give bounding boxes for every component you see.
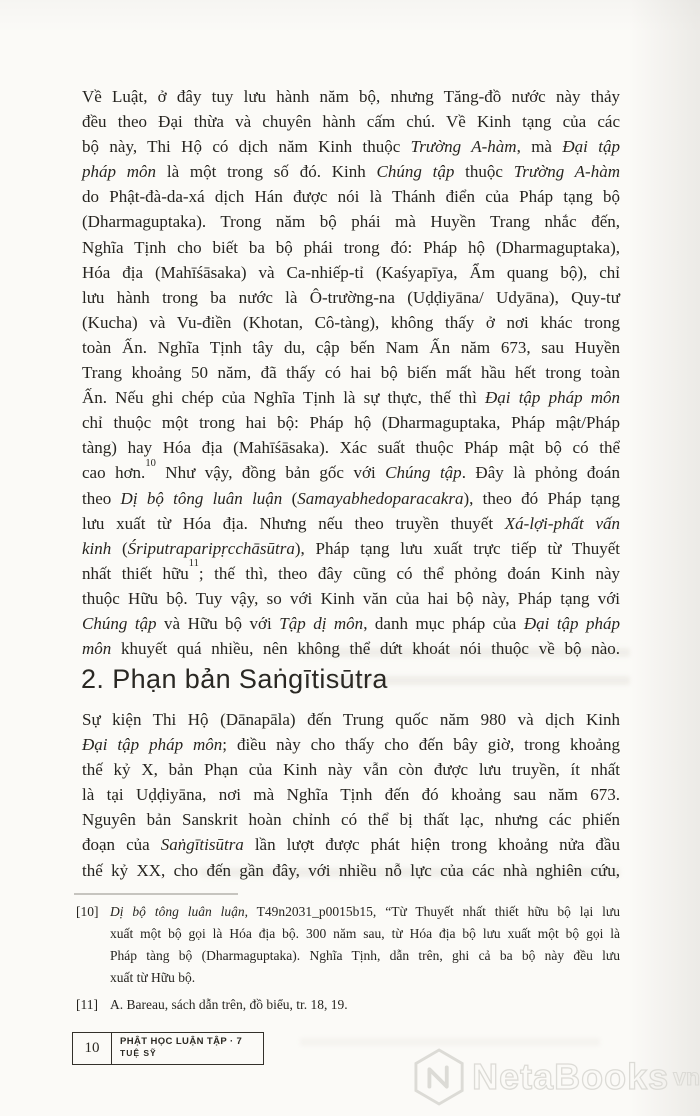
text-line (82, 486, 620, 511)
series-title: PHẬT HỌC LUẬN TẬP · 7 (120, 1036, 243, 1047)
text-segment: Ấn. Nếu ghi chép của Nghĩa Tịnh là sự thực, thế thì (82, 388, 486, 408)
footnotes (76, 901, 620, 1016)
text-segment: bộ này, Thi Hộ có dịch năm Kinh thuộc (82, 137, 411, 157)
text-line (110, 901, 620, 923)
text-line (82, 511, 620, 536)
text-line (82, 586, 620, 611)
publication-info (112, 1033, 263, 1064)
text-segment: ), Pháp tạng lưu xuất trực tiếp từ Thuyết (294, 538, 620, 558)
text-segment: (Kucha) và Vu-điền (Khotan, Cô-tàng), không thấy ở nơi khác trong (82, 312, 620, 332)
text-segment: và Hữu bộ với (156, 613, 280, 633)
text-line (82, 159, 620, 184)
text-segment: khuyết quá nhiều, nên không thể dứt khoát nói thuộc về bộ nào. (111, 639, 620, 659)
text-segment: . Đây là phỏng đoán (461, 463, 620, 483)
text-line (82, 707, 620, 732)
italic-text: Đại tập pháp môn (82, 735, 223, 755)
text-segment: Trang khoảng 50 năm, đã thấy có hai bộ biến mất hầu hết trong toàn (82, 363, 620, 383)
text-segment: A. Bareau, sách dẫn trên, đồ biểu, tr. 18, 19. (110, 997, 348, 1012)
text-line (82, 109, 620, 134)
footnote-reference: 11 (188, 558, 199, 570)
text-line (82, 260, 620, 285)
text-segment: thuộc (454, 162, 514, 182)
footnote-label: [10] (76, 904, 99, 919)
italic-text: Trường A-hàm (410, 137, 517, 157)
author-name: TUỆ SỸ (120, 1048, 157, 1058)
text-segment: lưu hành trong ba nước là Ô-trường-na (Uḍḍiyāna/ Udyāna), Quy-tư (82, 287, 620, 307)
text-segment: do Phật-đà-da-xá dịch Hán được nói là Thánh điển của Pháp tạng bộ (82, 187, 620, 207)
text-segment: đoạn của (82, 835, 161, 855)
italic-text: pháp môn (82, 162, 157, 182)
text-line (110, 994, 620, 1016)
italic-text: Trường A-hàm (513, 162, 620, 182)
text-line (82, 536, 620, 561)
text-line (82, 285, 620, 310)
text-segment: thế kỷ XX, cho đến gần đây, với nhiều nỗ lực của các nhà nghiên cứu, (82, 860, 620, 880)
italic-text: Chúng tập (82, 613, 157, 633)
body-paragraph-2 (82, 707, 620, 883)
text-line (82, 832, 620, 857)
italic-text: kinh (82, 538, 112, 558)
text-segment: Sự kiện Thi Hộ (Dānapāla) đến Trung quốc năm 980 và dịch Kinh (82, 710, 620, 729)
footnote-reference: 10 (145, 457, 156, 469)
text-segment: (Dharmaguptaka). Trong năm bộ phái mà Huyền Trang nhắc đến, (82, 212, 620, 232)
text-line (82, 134, 620, 159)
text-segment: ), theo đó Pháp tạng (463, 488, 620, 508)
text-line (82, 410, 620, 435)
text-line (82, 360, 620, 385)
text-line (82, 807, 620, 832)
text-line (82, 184, 620, 209)
text-segment: cao hơn. (82, 463, 146, 483)
page-number: 10 (73, 1033, 112, 1064)
text-line (82, 209, 620, 234)
text-segment: chỉ thuộc một trong hai bộ: Pháp hộ (Dharmaguptaka, Pháp mật/Pháp (82, 413, 620, 433)
text-segment: , mà (516, 137, 563, 157)
text-line (82, 84, 620, 109)
text-segment: thuộc Hữu bộ. Tuy vậy, so với Kinh văn của hai bộ này, Pháp tạng với (82, 588, 620, 608)
text-line (82, 435, 620, 460)
text-line (82, 558, 620, 586)
text-line (82, 611, 620, 636)
text-segment: Nguyên bản Sanskrit hoàn chỉnh có thể bị thất lạc, nhưng các phiến (82, 810, 620, 830)
footnote-separator (74, 893, 238, 895)
footnote (76, 994, 620, 1016)
text-line (82, 782, 620, 807)
text-segment: ( (111, 538, 128, 558)
italic-text: Dị bộ tông luân luận (110, 904, 245, 919)
text-segment: Về Luật, ở đây tuy lưu hành năm bộ, nhưng Tăng-đồ nước này thảy (82, 87, 620, 106)
text-segment: Hóa địa (Mahīśāsaka) và Ca-nhiếp-tỉ (Kaśyapīya, Ẩm quang bộ), chỉ (82, 262, 620, 282)
text-segment: nhất thiết hữu (82, 563, 189, 583)
text-segment: xuất từ Hữu bộ. (110, 970, 196, 985)
footnote (76, 901, 620, 989)
text-segment: lần lượt được phát hiện trong khoảng nửa đầu (243, 835, 620, 855)
watermark-tld-text: vn (673, 1063, 700, 1090)
italic-text: Saṅgītisūtra (160, 835, 244, 855)
section-heading: 2. Phạn bản Saṅgītisūtra (81, 664, 388, 694)
text-segment: là tại Uḍḍiyāna, nơi mà Nghĩa Tịnh đến đó khoảng sau năm 673. (82, 785, 620, 805)
text-segment: xuất một bộ gọi là Hóa địa bộ. 300 năm sau, từ Hóa địa bộ lưu xuất một bộ gọi là (110, 926, 620, 941)
footer-box (72, 1032, 264, 1065)
text-segment: ; thế thì, theo đây cũng có thể phỏng đoán Kinh này (198, 563, 620, 583)
text-segment: , T49n2031_p0015b15, “Từ Thuyết nhất thiết hữu bộ lại lưu (244, 904, 620, 919)
text-line (82, 385, 620, 410)
footnote-label: [11] (76, 997, 98, 1012)
body-paragraph-1 (82, 84, 620, 661)
text-segment: tàng) hay Hóa địa (Mahīśāsaka). Xác suất thuộc Pháp mật bộ có thể (82, 438, 620, 458)
netabooks-watermark (414, 1044, 700, 1110)
italic-text: Đại tập pháp môn (485, 388, 620, 408)
italic-text: môn (82, 639, 112, 659)
italic-text: Chúng tập (385, 463, 462, 483)
text-line (82, 310, 620, 335)
text-line (110, 945, 620, 967)
italic-text: Śriputraparipṛcchāsūtra (127, 538, 295, 558)
text-segment: đều theo Đại thừa và chuyên hành cấm chú. Về Kinh tạng của các (82, 112, 620, 132)
text-segment: , danh mục pháp của (363, 613, 524, 633)
text-line (110, 967, 620, 989)
netabooks-hexagon-logo-icon (414, 1047, 464, 1107)
italic-text: Samayabhedoparacakra (297, 488, 464, 508)
text-segment: Như vậy, đồng bản gốc với (155, 463, 386, 483)
italic-text: Dị bộ tông luân luận (120, 488, 283, 508)
text-line (82, 335, 620, 360)
text-segment: lưu xuất từ Hóa địa. Nhưng nếu theo truyền thuyết (82, 513, 505, 533)
text-line (82, 636, 620, 661)
italic-text: Đại tập (562, 137, 620, 157)
text-segment: ( (282, 488, 298, 508)
italic-text: Tập dị môn (279, 613, 364, 633)
text-line (82, 457, 620, 485)
italic-text: Đại tập pháp (523, 613, 621, 633)
text-segment: theo (82, 488, 121, 508)
text-line (82, 235, 620, 260)
italic-text: Chúng tập (376, 162, 455, 182)
text-segment: ; điều này cho thấy cho đến bây giờ, trong khoảng (222, 735, 620, 755)
text-line (110, 923, 620, 945)
text-line (82, 757, 620, 782)
text-segment: là một trong số đó. Kinh (156, 162, 377, 182)
text-line (82, 732, 620, 757)
text-segment: toàn Ấn. Nghĩa Tịnh tây du, cập bến Nam Ấn năm 673, sau Huyền (82, 337, 620, 357)
text-line (82, 858, 620, 883)
watermark-brand-text: NetaBooks (472, 1056, 670, 1097)
text-segment: Nghĩa Tịnh cho biết ba bộ phái trong đó: Pháp hộ (Dharmaguptaka), (82, 237, 620, 257)
text-segment: Pháp tàng bộ (Dharmaguptaka). Nghĩa Tịnh, dẫn trên, ghi cả ba bộ này đều lưu (110, 948, 620, 963)
text-segment: thế kỷ X, bản Phạn của Kinh này vẫn còn được lưu truyền, ít nhất (82, 760, 620, 780)
italic-text: Xá-lợi-phất vấn (504, 513, 620, 533)
